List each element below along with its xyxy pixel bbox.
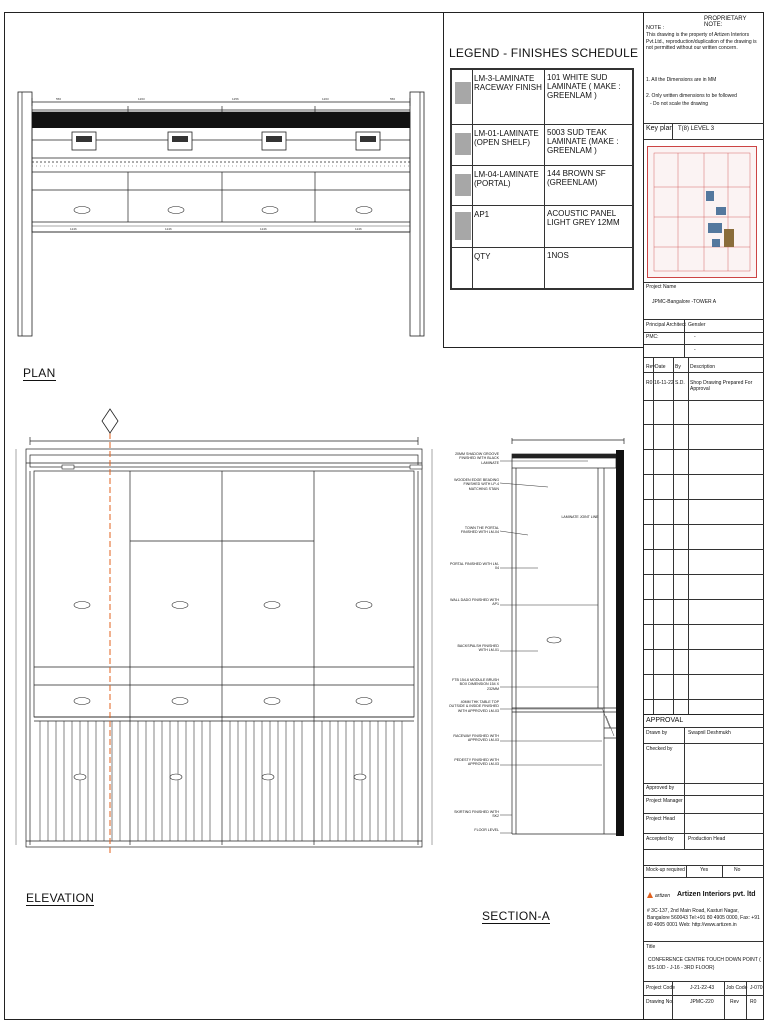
svg-text:556: 556 xyxy=(390,97,396,101)
artizen-logo-icon xyxy=(646,891,654,899)
note-scale: - Do not scale the drawing xyxy=(650,101,709,107)
rev-value: R0 xyxy=(750,999,757,1005)
drawing-no-label: Drawing No. xyxy=(646,999,674,1005)
svg-text:1246: 1246 xyxy=(165,227,172,231)
project-code: J-21-22-43 xyxy=(690,985,715,991)
finish-desc: 101 WHITE SUD LAMINATE ( MAKE : GREENLAM ) xyxy=(547,73,621,100)
legend-row xyxy=(452,70,632,125)
keyplan-label: Key plan xyxy=(646,125,674,132)
pmc-value: - xyxy=(694,334,696,340)
finish-swatch xyxy=(455,212,471,240)
section-note: TOWN THE PORTAL FINISHED WITH LM-04 xyxy=(460,526,499,535)
accepted-by: Production Head xyxy=(688,836,726,842)
mockup-label: Mock-up required xyxy=(646,867,685,873)
finish-desc: ACOUSTIC PANEL LIGHT GREY 12MM xyxy=(547,209,620,227)
mockup-no: No xyxy=(734,867,741,873)
pmc-label: PMC: xyxy=(646,334,659,340)
company-name: Artizen Interiors pvt. ltd xyxy=(677,891,756,898)
blank-value: - xyxy=(694,347,696,353)
legend-row xyxy=(452,248,632,288)
svg-text:1246: 1246 xyxy=(355,227,362,231)
finishes-schedule-table xyxy=(450,68,634,290)
finish-code: QTY xyxy=(474,252,491,261)
finish-swatch xyxy=(455,133,471,155)
project-name: JPMC-Bangalore -TOWER A xyxy=(652,299,717,305)
rev-header-date: Date xyxy=(655,364,666,370)
principal-architect: Gensler xyxy=(688,322,706,328)
proprietary-heading: PROPRIETARY NOTE: xyxy=(704,16,747,28)
company-brand: artizen xyxy=(655,893,671,899)
svg-text:1246: 1246 xyxy=(70,227,77,231)
finish-desc: 5003 SUD TEAK LAMINATE (MAKE : GREENLAM ) xyxy=(547,128,619,155)
rev-header-description: Description xyxy=(690,364,716,370)
project-code-label: Project Code xyxy=(646,985,675,991)
section-inner-label: LAMINATE JOINT LINE xyxy=(561,515,599,519)
rev-label: Rev xyxy=(730,999,739,1005)
section-label: SECTION-A xyxy=(482,909,551,923)
section-note: FTB 154-6 MODULE BRUSH BOX DIMENSION 154 X 232MM xyxy=(452,678,499,691)
section-note: 40MM THK TABLE TOP OUTSIDE & INSIDE FINISHED WITH APPROVED LM-03 xyxy=(448,700,499,713)
finish-desc: 1NOS xyxy=(547,251,569,260)
section-note: FLOOR LEVEL xyxy=(474,828,499,832)
drawn-by-label: Drawn by xyxy=(646,730,668,736)
legend-row xyxy=(452,166,632,206)
section-note: PEDESTY FINISHED WITH APPROVED LM-03 xyxy=(454,758,499,767)
plan-drawing xyxy=(10,80,430,342)
drawing-title: CONFERENCE CENTRE TOUCH DOWN POINT ( BS-10D - J-16 - 3RD FLOOR) xyxy=(648,957,761,971)
note-dimensions: 1. All the Dimensions are in MM xyxy=(646,77,717,83)
finish-desc: 144 BROWN SF (GREENLAM) xyxy=(547,169,606,187)
finish-swatch xyxy=(455,82,471,104)
plan-label: PLAN xyxy=(23,366,56,380)
mockup-yes: Yes xyxy=(700,867,709,873)
drawing-no: JPMC-220 xyxy=(690,999,714,1005)
rev-row-rev: R0 xyxy=(646,380,653,386)
project-name-label: Project Name xyxy=(646,284,677,290)
finish-code: LM-04-LAMINATE (PORTAL) xyxy=(474,170,539,188)
approved-by-label: Approved by xyxy=(646,785,675,791)
section-note: WALL DADO FINISHED WITH AP1 xyxy=(450,598,499,607)
section-leader-lines xyxy=(498,455,610,835)
accepted-by-label: Accepted by xyxy=(646,836,674,842)
rev-header-rev: Rev xyxy=(646,364,655,370)
rev-header-by: By xyxy=(675,364,681,370)
note-written-dimensions: 2. Only written dimensions to be followed xyxy=(646,93,737,99)
elevation-drawing xyxy=(10,405,440,865)
drawn-by: Swapnil Deshmukh xyxy=(688,730,731,736)
finish-code: AP1 xyxy=(474,210,490,219)
legend-row xyxy=(452,125,632,166)
project-manager-label: Project Manager xyxy=(646,798,683,804)
svg-text:1246: 1246 xyxy=(260,227,267,231)
elevation-label: ELEVATION xyxy=(26,891,95,905)
section-note: 20MM SHADOW GROOVE FINISHED WITH BLACK LAMINATE xyxy=(455,452,499,465)
proprietary-note-text: This drawing is the property of Artizen Interiors Pvt.Ltd., reproduction/duplication of the drawing is not permitted without our written concern. xyxy=(646,32,757,51)
svg-text:1263: 1263 xyxy=(138,97,145,101)
section-note: PORTAL FINISHED WITH LM-04 xyxy=(449,562,499,571)
principal-architect-label: Principal Architect xyxy=(646,322,686,328)
keyplan-drawing xyxy=(647,146,757,278)
rev-row-description: Shop Drawing Prepared For Approval xyxy=(690,380,753,392)
title-label: Title xyxy=(646,944,656,950)
project-head-label: Project Head xyxy=(646,816,675,822)
section-note: SKIRTING FINISHED WITH SK2 xyxy=(454,810,499,819)
rev-row-date: 16-11-22 xyxy=(654,380,674,386)
job-code: J-070 xyxy=(750,985,763,991)
finish-code: LM-3-LAMINATE RACEWAY FINISH xyxy=(474,74,542,92)
job-code-label: Job Code xyxy=(726,985,748,991)
section-note: BACKSPALSH FINISHED WITH LM-01 xyxy=(457,644,499,653)
svg-text:1256: 1256 xyxy=(232,97,239,101)
legend-title: LEGEND - FINISHES SCHEDULE xyxy=(449,46,639,60)
checked-by-label: Checked by xyxy=(646,746,673,752)
finish-swatch xyxy=(455,174,471,196)
rev-row-by: S.D. xyxy=(675,380,685,386)
approval-heading: APPROVAL xyxy=(646,717,684,724)
section-note: WOODEN EDGE BEADING FINISHED WITH LP-4 MATCHING STAIN xyxy=(454,478,499,491)
company-address: # 3C-137, 2nd Main Road, Kasturi Nagar, Bangalore 560043 Tel:+91 80 4905 0000, Fax: +91 80 4905 0001 Web: http://www.artizen.in xyxy=(647,908,760,928)
svg-text:1263: 1263 xyxy=(322,97,329,101)
svg-text:556: 556 xyxy=(56,97,62,101)
section-note: RACEWAY FINISHED WITH APPROVED LM-03 xyxy=(453,734,499,743)
legend-row xyxy=(452,206,632,248)
note-heading: NOTE : xyxy=(646,25,665,31)
finish-code: LM-01-LAMINATE (OPEN SHELF) xyxy=(474,129,539,147)
keyplan-value: T(8) LEVEL 3 xyxy=(678,126,715,132)
